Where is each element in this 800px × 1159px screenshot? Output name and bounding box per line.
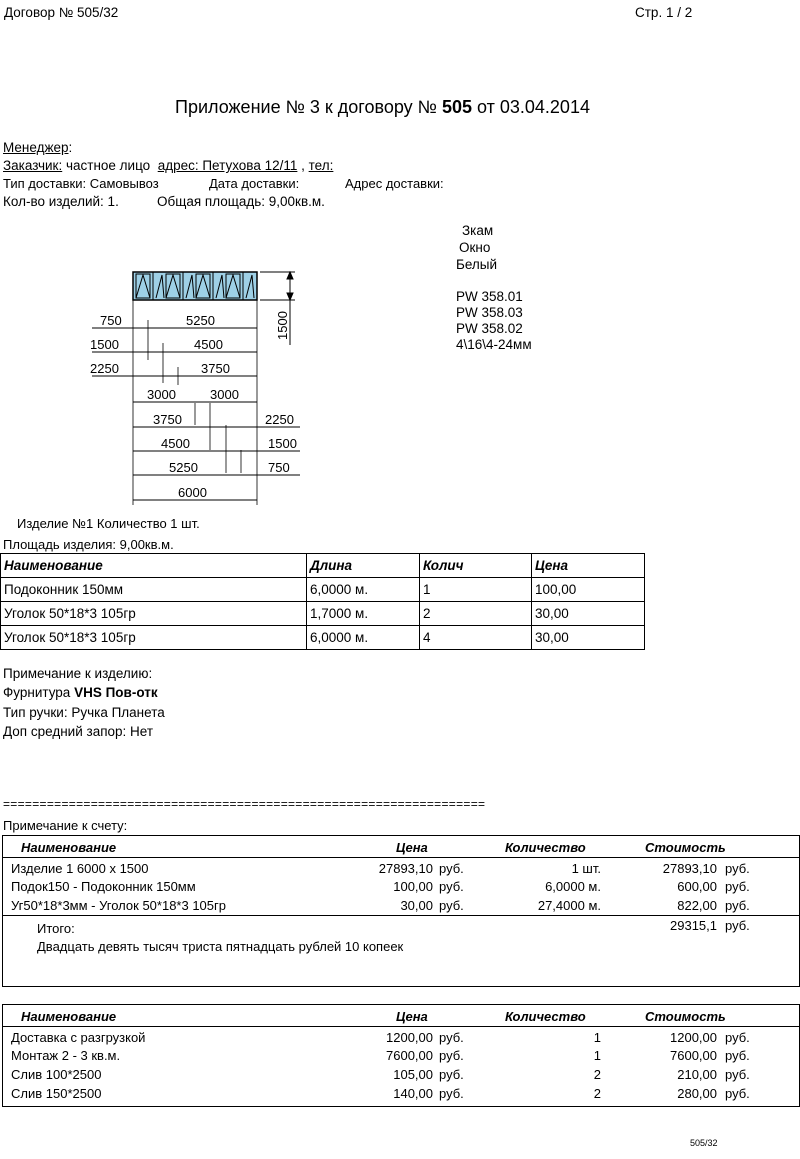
service-price: 1200,00 [386,1030,433,1045]
spec-profile-3: PW 358.02 [456,321,523,336]
cell-qty: 4 [420,626,532,650]
invoice-qty: 27,4000 м. [537,898,601,913]
spec-type: Окно [459,240,491,255]
cell-length: 1,7000 м. [307,602,420,626]
dim-lower-0-right: 2250 [265,412,294,427]
table-row [1,626,645,650]
col-price: Цена [532,554,645,578]
delivery-date: Дата доставки: [209,176,300,191]
window-drawing [80,265,310,510]
services-table [2,1004,800,1107]
invoice-currency: руб. [439,861,464,876]
fittings-label: Фурнитура [3,685,75,700]
invoice-rows-divider [3,915,799,916]
services-col-cost: Стоимость [645,1009,726,1024]
service-name: Монтаж 2 - 3 кв.м. [11,1048,121,1063]
dim-upper-3-right: 3000 [210,387,239,402]
dim-upper-0-left: 750 [100,313,122,328]
fittings-value: VHS Пов-отк [74,685,158,700]
extra-lock: Доп средний запор: Нет [3,724,154,739]
handle-type: Тип ручки: Ручка Планета [3,705,165,720]
service-cost: 7600,00 [670,1048,717,1063]
cell-price: 30,00 [532,626,645,650]
table-row [3,1029,799,1047]
dim-upper-2-left: 2250 [90,361,119,376]
invoice-price: 100,00 [393,879,433,894]
invoice-total-row [3,920,799,938]
invoice-col-name: Наименование [21,840,117,855]
table-row [3,897,799,915]
dim-upper-1-right: 4500 [194,337,223,352]
services-header-row [3,1008,799,1026]
service-currency: руб. [439,1030,464,1045]
title-suffix: от 03.04.2014 [472,97,590,117]
cell-qty: 2 [420,602,532,626]
table-row [3,1047,799,1065]
table-row [1,578,645,602]
dim-upper-0-right: 5250 [186,313,215,328]
invoice-table [2,835,800,987]
invoice-name: Уг50*18*3мм - Уголок 50*18*3 105гр [11,898,226,913]
services-col-name: Наименование [21,1009,117,1024]
title-prefix: Приложение № 3 к договору № [175,97,442,117]
cell-name: Уголок 50*18*3 105гр [1,626,307,650]
service-cost: 210,00 [677,1067,717,1082]
invoice-currency: руб. [439,879,464,894]
service-currency: руб. [725,1030,750,1045]
delivery-type: Тип доставки: Самовывоз [3,176,159,191]
dim-lower-0-left: 3750 [153,412,182,427]
spec-chambers: Зкам [462,223,494,238]
customer-label: Заказчик: [3,158,63,173]
service-currency: руб. [439,1067,464,1082]
lower-dim-labels [153,412,297,500]
spec-glass: 4\16\4-24мм [456,337,532,352]
fittings-line [3,685,158,700]
service-qty: 1 [593,1048,601,1063]
product-note-label: Примечание к изделию: [3,666,153,681]
invoice-col-cost: Стоимость [645,840,726,855]
services-col-price: Цена [396,1009,428,1024]
invoice-total-words-row [3,938,799,956]
invoice-header-row [3,839,799,857]
delivery-address: Адрес доставки: [345,176,444,191]
service-name: Слив 100*2500 [11,1067,102,1082]
service-price: 7600,00 [386,1048,433,1063]
service-currency: руб. [725,1086,750,1101]
table-row [1,602,645,626]
invoice-name: Изделие 1 6000 x 1500 [11,861,149,876]
col-qty: Колич [420,554,532,578]
table-row [3,860,799,878]
service-name: Доставка с разгрузкой [11,1030,146,1045]
dim-upper-3-left: 3000 [147,387,176,402]
invoice-currency: руб. [439,898,464,913]
invoice-cost: 822,00 [677,898,717,913]
cell-price: 30,00 [532,602,645,626]
col-length: Длина [307,554,420,578]
service-name: Слив 150*2500 [11,1086,102,1101]
service-cost: 1200,00 [670,1030,717,1045]
invoice-header-divider [3,857,799,858]
items-count: Кол-во изделий: 1. [3,194,119,209]
cell-length: 6,0000 м. [307,578,420,602]
invoice-qty: 1 шт. [571,861,601,876]
cell-name: Уголок 50*18*3 105гр [1,602,307,626]
manager-line: Менеджер: [3,140,73,155]
cell-length: 6,0000 м. [307,626,420,650]
dim-lower-2-left: 5250 [169,460,198,475]
invoice-cost: 27893,10 [662,861,717,876]
customer-value: частное лицо [65,158,151,173]
invoice-currency: руб. [725,898,750,913]
dim-upper-1-left: 1500 [90,337,119,352]
dim-upper-2-right: 3750 [201,361,230,376]
product-title: Изделие №1 Количество 1 шт. [17,516,200,531]
service-currency: руб. [439,1048,464,1063]
page-footer: 505/32 [690,1138,718,1148]
page-number: Стр. 1 / 2 [635,5,693,20]
spec-profile-2: PW 358.03 [456,305,523,320]
table-row [3,878,799,896]
customer-line: Заказчик: частное лицо адрес: Петухова 12/11 , тел: [3,158,334,173]
dim-lower-1-right: 1500 [268,436,297,451]
dim-lower-2-right: 750 [268,460,290,475]
cell-qty: 1 [420,578,532,602]
contract-header: Договор № 505/32 [4,5,119,20]
invoice-price: 30,00 [400,898,433,913]
invoice-note-label: Примечание к счету: [3,818,128,833]
services-col-qty: Количество [505,1009,586,1024]
invoice-name: Подок150 - Подоконник 150мм [11,879,196,894]
invoice-total-label: Итого: [37,921,75,936]
spec-profile-1: PW 358.01 [456,289,523,304]
table-header-row [1,554,645,578]
table-row [3,1085,799,1103]
invoice-total-value: 29315,1 [670,918,717,933]
service-qty: 2 [593,1067,601,1082]
spec-color: Белый [456,257,498,272]
separator: ================================================================== [3,797,486,811]
upper-dim-labels [90,313,239,402]
cell-name: Подоконник 150мм [1,578,307,602]
window-frame [133,272,257,300]
service-price: 140,00 [393,1086,433,1101]
phone-label: тел: [308,158,334,173]
dim-total: 6000 [178,485,207,500]
invoice-col-price: Цена [396,840,428,855]
dim-lower-1-left: 4500 [161,436,190,451]
service-price: 105,00 [393,1067,433,1082]
service-currency: руб. [439,1086,464,1101]
invoice-currency: руб. [725,918,750,933]
invoice-col-qty: Количество [505,840,586,855]
invoice-price: 27893,10 [378,861,433,876]
services-header-divider [3,1026,799,1027]
total-area: Общая площадь: 9,00кв.м. [157,194,325,209]
invoice-currency: руб. [725,879,750,894]
service-qty: 1 [593,1030,601,1045]
invoice-currency: руб. [725,861,750,876]
manager-label: Менеджер [3,140,69,155]
service-qty: 2 [593,1086,601,1101]
service-currency: руб. [725,1067,750,1082]
invoice-qty: 6,0000 м. [545,879,601,894]
service-currency: руб. [725,1048,750,1063]
product-items-table [0,553,645,650]
invoice-cost: 600,00 [677,879,717,894]
cell-price: 100,00 [532,578,645,602]
address-label: адрес: Петухова 12/11 [157,158,298,173]
invoice-total-words: Двадцать девять тысяч триста пятнадцать рублей 10 копеек [37,939,404,954]
page-title [175,97,590,118]
table-row [3,1066,799,1084]
dim-height: 1500 [275,311,290,340]
service-cost: 280,00 [677,1086,717,1101]
title-number: 505 [441,97,473,117]
col-name: Наименование [1,554,307,578]
product-area: Площадь изделия: 9,00кв.м. [3,537,174,552]
